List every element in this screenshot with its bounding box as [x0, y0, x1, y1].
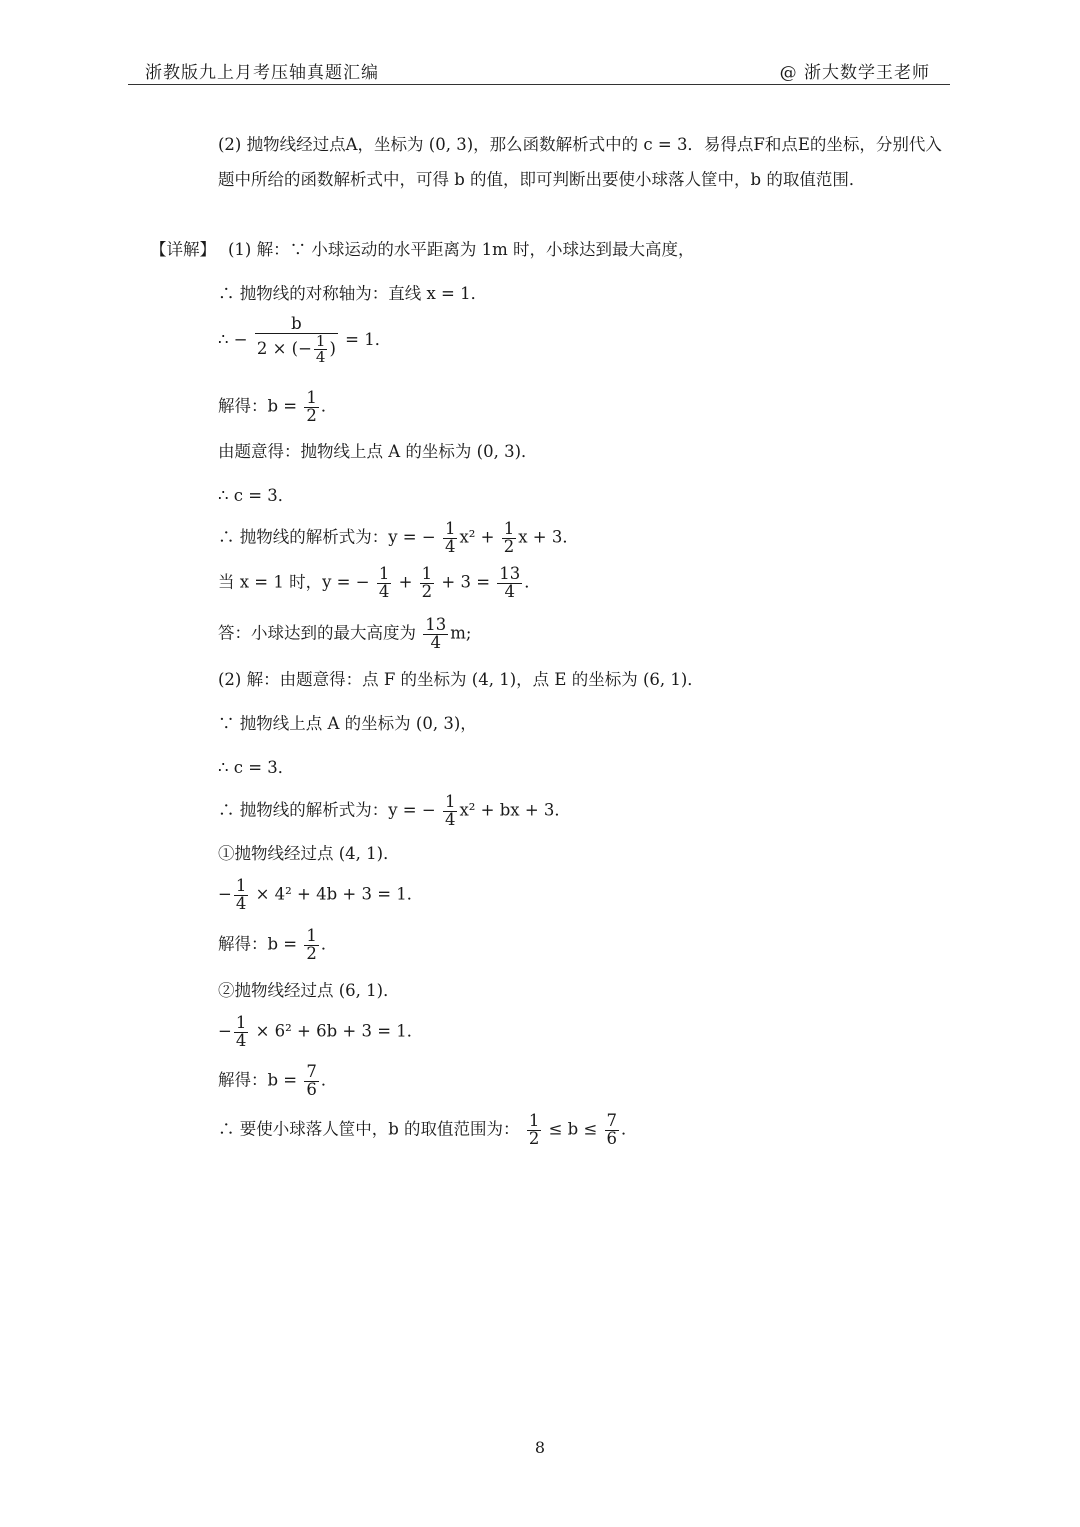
denominator — [255, 333, 338, 365]
fraction — [304, 390, 319, 424]
l7-prefix: ∴ 抛物线的解析式为：y = − — [218, 527, 436, 547]
l4-prefix: 解得：b = — [218, 396, 298, 416]
numerator: 1 — [503, 519, 515, 538]
detail-line-1: (1) 解：∵ 小球运动的水平距离为 1m 时，小球达到最大高度， — [228, 240, 695, 259]
numerator: 13 — [425, 615, 447, 634]
numerator: 1 — [421, 564, 433, 583]
denominator: 4 — [378, 581, 390, 601]
denominator: 2 — [306, 405, 317, 425]
detail-line-3 — [218, 316, 391, 365]
numerator: 13 — [499, 564, 521, 583]
den-part: 2 × (− — [256, 338, 312, 358]
fraction — [255, 316, 338, 365]
fraction — [377, 566, 392, 600]
fraction — [304, 1064, 319, 1098]
denominator: 6 — [606, 1128, 618, 1148]
l20-mid: ≤ b ≤ — [548, 1119, 598, 1139]
l3-prefix: ∴ − — [218, 329, 248, 349]
l9-suffix: m; — [450, 623, 472, 643]
l13-suffix: x² + bx + 3． — [459, 800, 571, 820]
fraction — [423, 617, 448, 651]
denominator: 4 — [444, 809, 456, 829]
detail-tag: 【详解】 — [150, 240, 216, 259]
fraction — [234, 878, 249, 912]
numerator: 1 — [378, 564, 390, 583]
numerator: 1 — [306, 388, 317, 407]
denominator: 4 — [497, 583, 522, 601]
l19-prefix: 解得：b = — [218, 1070, 298, 1090]
page-number: 8 — [534, 1438, 546, 1457]
detail-line-15 — [218, 878, 423, 912]
l9-prefix: 答：小球达到的最大高度为 — [218, 623, 416, 643]
detail-line-17: ②抛物线经过点 (6, 1)． — [218, 981, 400, 1000]
l15-suffix: × 4² + 4b + 3 = 1． — [255, 884, 424, 904]
numerator: 1 — [306, 926, 317, 945]
detail-line-16: 解得：b = $\frac{1}{2}$ ． — [218, 926, 338, 963]
fraction — [502, 521, 517, 555]
detail-line-14: ①抛物线经过点 (4, 1)． — [218, 844, 400, 863]
detail-line-9 — [218, 617, 471, 651]
denominator: 6 — [306, 1079, 317, 1099]
l20-suffix: ． — [621, 1119, 638, 1139]
detail-line-6: ∴ c = 3． — [218, 486, 295, 505]
fraction — [304, 928, 319, 962]
denominator: 4 — [444, 536, 456, 556]
l3-suffix: = 1． — [345, 329, 392, 349]
detail-line-4: 解得：b = $\frac{1}{2}$ ． — [218, 388, 338, 425]
fraction — [443, 521, 458, 555]
numerator: 1 — [235, 1013, 247, 1032]
detail-line-18 — [218, 1015, 423, 1049]
l16-prefix: 解得：b = — [218, 934, 298, 954]
numerator: 1 — [235, 876, 247, 895]
l15-prefix: − — [218, 884, 232, 904]
l8-suffix: ． — [524, 572, 541, 592]
l13-prefix: ∴ 抛物线的解析式为：y = − — [218, 800, 436, 820]
l7-suffix: x + 3． — [518, 527, 579, 547]
detail-line-8 — [218, 566, 541, 600]
detail-line-10: (2) 解：由题意得：点 F 的坐标为 (4, 1)，点 E 的坐标为 (6, 1)． — [218, 670, 704, 689]
numerator: 1 — [444, 519, 456, 538]
l8-plus: + — [398, 572, 413, 592]
fraction — [443, 794, 458, 828]
numerator: 1 — [528, 1111, 540, 1130]
denominator: 2 — [306, 943, 317, 963]
detail-line-12: ∴ c = 3． — [218, 758, 295, 777]
fraction — [234, 1015, 249, 1049]
fraction — [497, 566, 522, 600]
l7-mid: x² + — [459, 527, 495, 547]
l18-suffix: × 6² + 6b + 3 = 1． — [255, 1021, 424, 1041]
detail-line-11: ∵ 抛物线上点 A 的坐标为 (0, 3)， — [218, 714, 477, 733]
header-rule — [128, 84, 950, 85]
fraction — [605, 1113, 620, 1147]
l8-prefix: 当 x = 1 时，y = − — [218, 572, 370, 592]
denominator: 2 — [528, 1128, 540, 1148]
detail-line-13 — [218, 794, 571, 828]
analysis-paragraph: (2) 抛物线经过点A，坐标为 (0, 3)，那么函数解析式中的 c = 3．易得点F和点E的坐标，分别代入题中所给的函数解析式中，可得 b 的值，即可判断出要使小球落人筐中，b 的取值范围． — [218, 135, 942, 189]
detail-line-20 — [218, 1113, 638, 1147]
inner-fraction — [314, 331, 328, 366]
fraction — [527, 1113, 542, 1147]
denominator: 2 — [503, 536, 515, 556]
l20-prefix: ∴ 要使小球落人筐中，b 的取值范围为： — [218, 1119, 520, 1139]
l18-prefix: − — [218, 1021, 232, 1041]
numerator: 7 — [606, 1111, 618, 1130]
denominator: 4 — [235, 1030, 247, 1050]
numerator: 1 — [315, 331, 326, 350]
header-title: 浙教版九上月考压轴真题汇编 — [145, 63, 379, 83]
denominator: 4 — [423, 634, 448, 652]
denominator: 4 — [315, 347, 326, 366]
numerator: 7 — [306, 1062, 317, 1081]
den-part: ) — [329, 338, 336, 358]
denominator: 4 — [235, 893, 247, 913]
detail-line-19: 解得：b = $\frac{7}{6}$ ． — [218, 1062, 338, 1099]
numerator: b — [291, 314, 302, 333]
detail-line-5: 由题意得：抛物线上点 A 的坐标为 (0, 3)． — [218, 442, 538, 461]
denominator: 2 — [421, 581, 433, 601]
l8-mid: + 3 = — [441, 572, 491, 592]
numerator: 1 — [444, 792, 456, 811]
detail-line-2: ∴ 抛物线的对称轴为：直线 x = 1． — [218, 284, 488, 303]
header-author: @ 浙大数学王老师 — [779, 63, 930, 83]
fraction — [420, 566, 435, 600]
detail-line-7 — [218, 521, 579, 555]
